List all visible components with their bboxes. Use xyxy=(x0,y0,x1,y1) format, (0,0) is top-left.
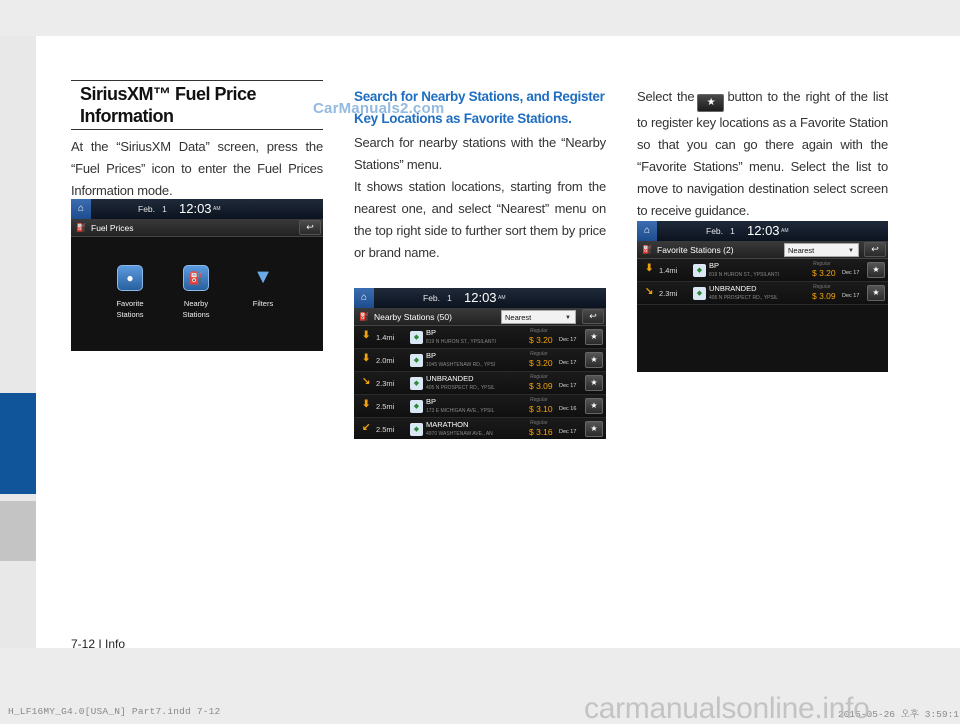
station-list xyxy=(354,326,606,439)
star-icon[interactable]: ★ xyxy=(867,285,885,301)
screen-date: Feb. 1 xyxy=(423,293,452,303)
fuel-grade: Regular xyxy=(530,420,548,426)
fuel-price: $ 3.09 xyxy=(529,381,553,391)
home-icon[interactable]: ⌂ xyxy=(354,288,374,308)
direction-arrow-icon: ↘ xyxy=(645,286,654,297)
fuel-prices-screen xyxy=(71,199,323,351)
screen-status-bar xyxy=(71,199,323,219)
favorite-stations-screen xyxy=(637,221,888,372)
star-icon[interactable]: ★ xyxy=(585,375,603,391)
station-distance: 2.3mi xyxy=(659,289,678,298)
brand-logo-icon: ◆ xyxy=(693,264,706,277)
star-icon[interactable]: ★ xyxy=(867,262,885,278)
fuel-grade: Regular xyxy=(813,284,831,290)
station-address: 1045 WASHTENAW RD., YPSI xyxy=(426,362,496,368)
section-title: SiriusXM™ Fuel Price Information xyxy=(80,84,257,126)
station-address: 405 N PROSPECT RD., YPSIL xyxy=(426,385,496,391)
nearby-stations-icon: ⛽ xyxy=(183,265,209,291)
search-paragraph-2: It shows station locations, starting from the nearest one, and select “Nearest” menu on the top right side to further sort them by price or brand name. xyxy=(354,179,606,260)
station-distance: 1.4mi xyxy=(659,266,678,275)
price-date: Dec 17 xyxy=(559,429,577,435)
station-name: BP xyxy=(426,351,437,360)
screen-time: 12:03 xyxy=(179,201,212,216)
station-row[interactable] xyxy=(354,395,606,418)
menu-nearby-stations[interactable]: ⛽ Nearby Stations xyxy=(166,265,226,320)
station-row[interactable] xyxy=(354,326,606,349)
search-paragraph-1: Search for nearby stations with the “Nearby Stations” menu. xyxy=(354,135,606,172)
station-row[interactable] xyxy=(354,372,606,395)
fuel-price: $ 3.10 xyxy=(529,404,553,414)
column-3 xyxy=(637,86,888,222)
screen-title-bar xyxy=(354,308,606,326)
fuel-price: $ 3.16 xyxy=(529,427,553,437)
price-date: Dec 16 xyxy=(559,406,577,412)
sort-dropdown[interactable]: Nearest ▼ xyxy=(501,310,576,324)
screen-title-bar xyxy=(637,241,888,259)
back-icon[interactable]: ↩ xyxy=(582,309,604,324)
subsection-heading: Search for Nearby Stations, and Register Key Locations as Favorite Stations. xyxy=(354,89,605,126)
fuel-pump-icon: ⛽ xyxy=(359,312,369,321)
back-icon[interactable]: ↩ xyxy=(299,220,321,235)
station-name: BP xyxy=(709,261,720,270)
station-row[interactable] xyxy=(354,418,606,439)
station-distance: 1.4mi xyxy=(376,333,395,342)
screen-title: Favorite Stations (2) xyxy=(657,245,734,255)
favorite-paragraph: Select the ★ button to the right of the list to register key locations as a Favorite Station so that you can go there again with the “Favorite Stations” menu. Select the list to move to navigation destination select screen to receive guidance. xyxy=(637,89,888,218)
price-date: Dec 17 xyxy=(559,337,577,343)
station-name: BP xyxy=(426,397,437,406)
brand-logo-icon: ◆ xyxy=(693,287,706,300)
brand-logo-icon: ◆ xyxy=(410,400,423,413)
direction-arrow-icon: ↙ xyxy=(362,422,371,433)
station-name: UNBRANDED xyxy=(426,374,474,383)
screen-ampm: AM xyxy=(498,295,506,301)
brand-logo-icon: ◆ xyxy=(410,377,423,390)
station-name: BP xyxy=(426,328,437,337)
station-name: MARATHON xyxy=(426,420,469,429)
screen-date: Feb. 1 xyxy=(706,226,735,236)
station-row[interactable] xyxy=(637,259,888,282)
fuel-grade: Regular xyxy=(530,374,548,380)
station-list xyxy=(637,259,888,305)
page-number: 7-12 I Info xyxy=(71,637,126,651)
star-icon[interactable]: ★ xyxy=(585,398,603,414)
station-address: 405 N PROSPECT RD., YPSIL xyxy=(709,295,779,301)
fuel-grade: Regular xyxy=(813,261,831,267)
screen-date: Feb. 1 xyxy=(138,204,167,214)
fuel-price: $ 3.09 xyxy=(812,291,836,301)
watermark: CarManuals2.com xyxy=(313,100,445,117)
brand-logo-icon: ◆ xyxy=(410,423,423,436)
station-distance: 2.0mi xyxy=(376,356,395,365)
screen-status-bar xyxy=(354,288,606,308)
station-distance: 2.3mi xyxy=(376,379,395,388)
site-watermark: carmanualsonline.info xyxy=(584,692,870,724)
direction-arrow-icon: ⬇ xyxy=(362,353,371,364)
screen-title-bar xyxy=(71,219,323,237)
station-address: 173 E MICHIGAN AVE., YPSIL xyxy=(426,408,495,414)
screen-title: Fuel Prices xyxy=(91,223,134,233)
station-address: 819 N HURON ST., YPSILANTI xyxy=(426,339,496,345)
price-date: Dec 17 xyxy=(559,383,577,389)
brand-logo-icon: ◆ xyxy=(410,331,423,344)
home-icon[interactable]: ⌂ xyxy=(637,221,657,241)
menu-filters[interactable]: ▼ Filters xyxy=(233,265,293,309)
map-pin-icon: ● xyxy=(117,265,143,291)
fuel-grade: Regular xyxy=(530,397,548,403)
fuel-pump-icon: ⛽ xyxy=(76,223,86,232)
filter-icon: ▼ xyxy=(253,266,273,288)
screen-ampm: AM xyxy=(213,206,221,212)
station-name: UNBRANDED xyxy=(709,284,757,293)
fuel-price: $ 3.20 xyxy=(812,268,836,278)
chapter-tab xyxy=(0,501,36,561)
star-icon[interactable]: ★ xyxy=(585,421,603,437)
station-address: 819 N HURON ST., YPSILANTI xyxy=(709,272,779,278)
intro-paragraph: At the “SiriusXM Data” screen, press the “Fuel Prices” icon to enter the Fuel Prices Information mode. xyxy=(71,139,323,198)
star-icon: ★ xyxy=(697,94,724,112)
menu-favorite-stations[interactable]: ● Favorite Stations xyxy=(100,265,160,320)
fuel-grade: Regular xyxy=(530,351,548,357)
column-1 xyxy=(71,80,323,202)
screen-title: Nearby Stations (50) xyxy=(374,312,452,322)
screen-status-bar xyxy=(637,221,888,241)
direction-arrow-icon: ↘ xyxy=(362,376,371,387)
direction-arrow-icon: ⬇ xyxy=(362,399,371,410)
direction-arrow-icon: ⬇ xyxy=(362,330,371,341)
section-header xyxy=(71,80,323,130)
direction-arrow-icon: ⬇ xyxy=(645,263,654,274)
back-icon[interactable]: ↩ xyxy=(864,242,886,257)
star-icon[interactable]: ★ xyxy=(585,329,603,345)
price-date: Dec 17 xyxy=(842,270,860,276)
screen-ampm: AM xyxy=(781,228,789,234)
home-icon[interactable]: ⌂ xyxy=(71,199,91,219)
sort-dropdown[interactable]: Nearest ▼ xyxy=(784,243,859,257)
dropdown-caret-icon: ▼ xyxy=(565,315,571,321)
screen-time: 12:03 xyxy=(747,223,780,238)
screen-time: 12:03 xyxy=(464,290,497,305)
fuel-price: $ 3.20 xyxy=(529,335,553,345)
price-date: Dec 17 xyxy=(842,293,860,299)
fuel-price: $ 3.20 xyxy=(529,358,553,368)
dropdown-caret-icon: ▼ xyxy=(848,248,854,254)
station-distance: 2.5mi xyxy=(376,402,395,411)
fuel-grade: Regular xyxy=(530,328,548,334)
chapter-tab-active xyxy=(0,393,36,494)
print-file-info: H_LF16MY_G4.0[USA_N] Part7.indd 7-12 xyxy=(8,706,221,717)
star-icon[interactable]: ★ xyxy=(585,352,603,368)
station-distance: 2.5mi xyxy=(376,425,395,434)
print-date: 2015-05-26 오후 3:59:1 xyxy=(838,709,959,720)
price-date: Dec 17 xyxy=(559,360,577,366)
nearby-stations-screen xyxy=(354,288,606,439)
station-address: 4970 WASHTENAW AVE., AN xyxy=(426,431,493,437)
brand-logo-icon: ◆ xyxy=(410,354,423,367)
station-row[interactable] xyxy=(354,349,606,372)
fuel-pump-icon: ⛽ xyxy=(642,245,652,254)
station-row[interactable] xyxy=(637,282,888,305)
